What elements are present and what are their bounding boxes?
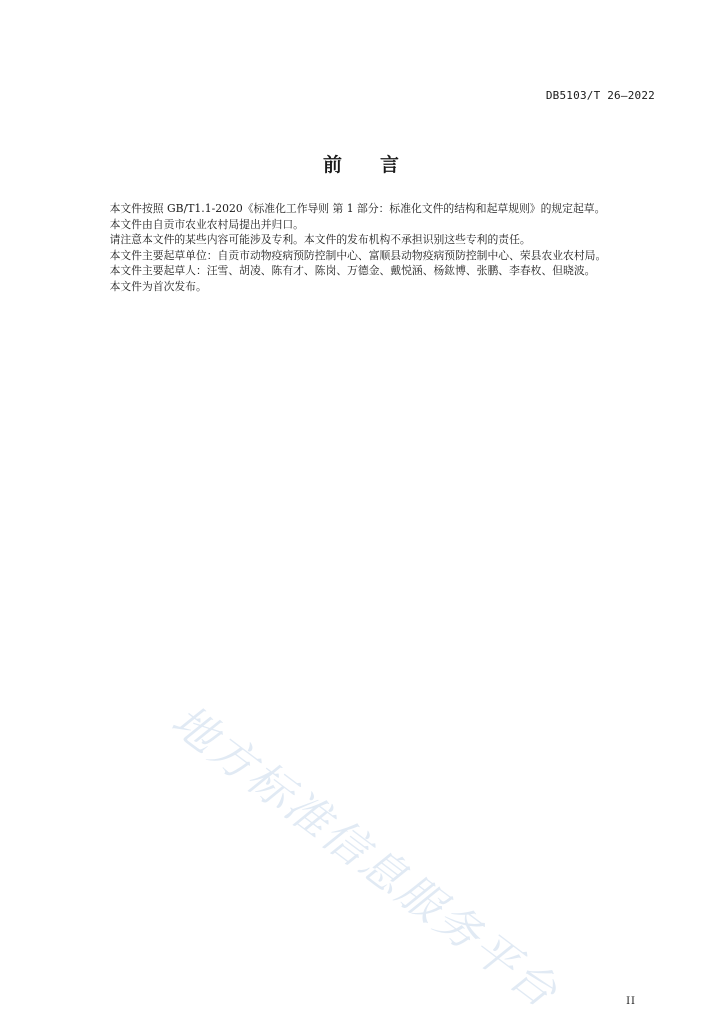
paragraph-drafters: 本文件主要起草人：汪雪、胡凌、陈有才、陈岗、万德金、戴悦涵、杨鈜博、张鹏、李春枚、但晓波。: [109, 264, 596, 278]
paragraph-first-release: 本文件为首次发布。: [109, 279, 207, 293]
standard-code: DB5103/T 26—2022: [545, 89, 655, 102]
foreword-body: [88, 201, 638, 295]
title-char-2: 言: [380, 154, 402, 176]
paragraph-patent-notice: 请注意本文件的某些内容可能涉及专利。本文件的发布机构不承担识别这些专利的责任。: [109, 233, 531, 247]
page-title: [0, 150, 724, 177]
page-number: II: [626, 996, 636, 1007]
paragraph-proposer: 本文件由自贡市农业农村局提出并归口。: [109, 217, 304, 231]
watermark: 地方标准信息服务平台: [161, 695, 568, 1019]
paragraph-drafting-units: 本文件主要起草单位：自贡市动物疫病预防控制中心、富顺县动物疫病预防控制中心、荣县农业农村局。: [109, 248, 607, 262]
title-char-1: 前: [322, 154, 344, 176]
paragraph-drafting-rules: 本文件按照 GB/T1.1-2020《标准化工作导则 第 1 部分：标准化文件的结构和起草规则》的规定起草。: [109, 202, 606, 215]
